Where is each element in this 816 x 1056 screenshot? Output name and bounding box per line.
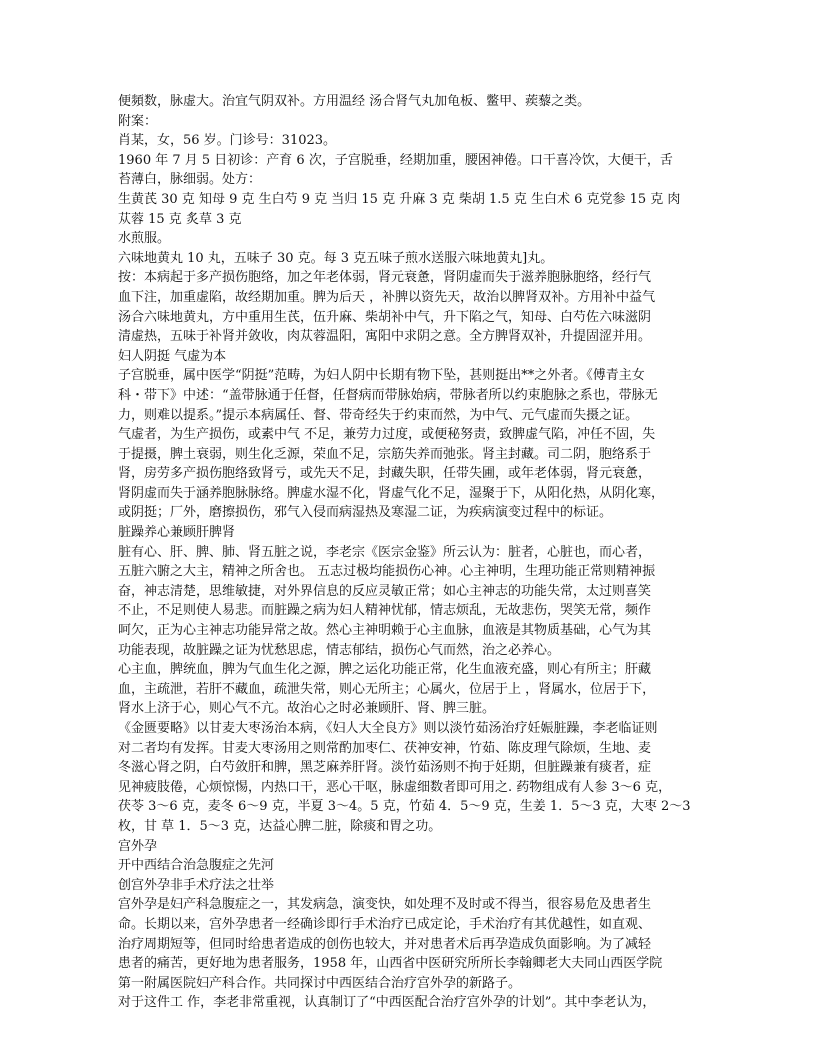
text-line: 茯苓 3～6 克，麦冬 6～9 克，半夏 3～4。5 克，竹茹 4．5～9 克，生姜 1．5～3 克，大枣 2～3 [118,799,691,815]
text-line: 命。长期以来，宫外孕患者一经确诊即行手术治疗已成定论，手术治疗有其优越性，如直观、 [118,916,652,932]
text-line: 肾水上济于心，则心气不亢。故治心之时必兼顾肝、肾、脾三脏。 [118,701,496,717]
text-line: 呵欠，正为心主神志功能异常之故。然心主神明赖于心主血脉，血液是其物质基础，心气为其 [118,623,652,639]
section-heading: 妇人阴挺 气虚为本 [118,348,227,364]
text-line: 肖某，女，56 岁。门诊号：31023。 [118,133,337,149]
text-line: 《金匮要略》以甘麦大枣汤治本病，《妇人大全良方》则以淡竹茹汤治疗妊娠脏躁，李老临证则 [118,721,658,736]
text-line: 清虚热，五味于补肾并敛收，肉苁蓉温阳，寓阳中求阴之意。全方脾肾双补，升提固涩并用。 [118,329,652,345]
text-line: 科・带下》中述：“盖带脉通于任督，任督病而带脉始病，带脉者所以约束胞脉之系也，带脉无 [118,387,658,403]
text-line: 子宫脱垂，属中医学“阴挺”范畴，为妇人阴中长期有物下坠，甚则挺出**之外者。《傅青主女 [118,368,645,384]
text-line: 汤合六味地黄丸，方中重用生芪，伍升麻、柴胡补中气，升下陷之气，知母、白芍佐六味滋阴 [118,309,652,325]
text-line: 便頻数，脉虚大。治宜气阴双补。方用温经 汤合肾气丸加龟板、鳖甲、蒺藜之类。 [118,94,591,109]
text-line: 1960 年 7 月 5 日初诊：产育 6 次，子宫脱垂，经期加重，腰困神倦。口干喜冷饮，大便干，舌 [118,152,673,168]
text-line: 苔薄白，脉细弱。处方： [118,172,262,188]
text-line: 对二者均有发挥。甘麦大枣汤用之则常酌加枣仁、茯神安神，竹茹、陈皮理气除烦，生地、麦 [118,740,652,756]
text-line: 于提摄，脾土衰弱，则生化乏源，荣血不足，宗筋失养而弛张。肾主封藏。司二阴，胞络系于 [118,446,652,462]
text-line: 苁蓉 15 克 炙草 3 克 [118,211,242,227]
text-line: 心主血，脾统血，脾为气血生化之源，脾之运化功能正常，化生血液充盛，则心有所主；肝藏 [118,662,652,678]
text-line: 枚，甘 草 1．5～3 克，达益心脾二脏，除痰和胃之功。 [118,818,442,834]
text-line: 冬滋心肾之阴，白芍敛肝和脾，黑芝麻养肝肾。淡竹茹汤则不拘于妊期，但脏躁兼有痰者，症 [118,760,652,776]
text-line: 六味地黄丸 10 丸，五味子 30 克。每 3 克五味子煎水送服六味地黄丸]丸。 [118,250,554,266]
subheading: 开中西结合治急腹症之先河 [118,858,275,874]
text-line: 血下注，加重虚陷，故经期加重。脾为后天 ，补脾以资先天，故治以脾肾双补。方用补中益气 [118,289,656,305]
text-line: 生黄芪 30 克 知母 9 克 生白芍 9 克 当归 15 克 升麻 3 克 柴胡 1.5 克 生白术 6 克党参 15 克 肉 [118,191,681,207]
text-line: 五脏六腑之大主，精神之所舍也。 五志过极均能损伤心神。心主神明，生理功能正常则精神振 [118,564,656,580]
text-line: 见神疲肢倦，心烦惊惕，内热口干，恶心干呕，脉虚细数者即可用之. 药物组成有人参 3～6 克， [118,779,672,795]
text-line: 气虚者，为生产损伤，或素中气 不足，兼劳力过度，或便秘努责，致脾虚气陷，冲任不固，失 [118,427,656,443]
text-line: 对于这件工 作，李老非常重视，认真制订了“中西医配合治疗宫外孕的计划”。其中李老认为， [118,995,656,1011]
text-line: 患者的痛苦，更好地为患者服务，1958 年，山西省中医研究所所长李翰卿老大夫同山西医学院 [118,956,663,972]
text-line: 第一附属医院妇产科合作。共同探讨中西医结合治疗宫外孕的新路子。 [118,975,522,991]
text-line: 脏有心、肝、脾、肺、肾五脏之说，李老宗《医宗金鉴》所云认为：脏者，心脏也，而心者， [118,544,652,560]
text-line: 按：本病起于多产损伤胞络，加之年老体弱，肾元衰惫，肾阴虚而失于滋养胞脉胞络，经行气 [118,270,652,286]
text-line: 水煎服。 [118,231,171,247]
section-heading: 宫外孕 [118,838,158,854]
text-line: 奋，神志清楚，思维敏捷，对外界信息的反应灵敏正常；如心主神志的功能失常，太过则喜笑 [118,583,652,599]
text-line: 不止，不足则使人易悲。而脏躁之病为妇人精神忧郁，情志烦乱，无故悲伤，哭笑无常，频作 [118,603,652,619]
text-line: 肾，房劳多产损伤胞络致肾亏，或先天不足，封藏失职，任带失圃，或年老体弱，肾元衰惫， [118,466,652,482]
subheading: 创宫外孕非手术疗法之壮举 [118,877,275,893]
text-line: 功能表现，故脏躁之证为忧愁思虑，情志郁结，损伤心气而然，治之必养心。 [118,642,561,658]
text-line: 力，则难以提系。”提示本病属任、督、带奇经失于约束而然，为中气、元气虚而失摄之证。 [118,407,639,423]
text-line: 宫外孕是妇产科急腹症之一，其发病急，演变快，如处理不及时或不得当，很容易危及患者生 [118,897,652,913]
text-line: 或阴挺；厂外，磨擦损伤，邪气入侵而病湿热及寒湿二证，为疾病演变过程中的标证。 [118,505,613,521]
text-line: 肾阴虚而失于涵养胞脉脉络。脾虚水湿不化，肾虚气化不足，湿聚于下，从阳化热，从阴化寒， [118,485,665,501]
text-line: 治疗周期短等，但同时给患者造成的创伤也较大，并对患者术后再孕造成负面影响。为了减轻 [118,936,652,952]
text-line: 附案： [118,113,158,129]
section-heading: 脏躁养心兼顾肝脾肾 [118,525,236,541]
text-line: 血，主疏泄，若肝不藏血，疏泄失常，则心无所主；心属火，位居于上 ，肾属水，位居于下， [118,681,656,697]
